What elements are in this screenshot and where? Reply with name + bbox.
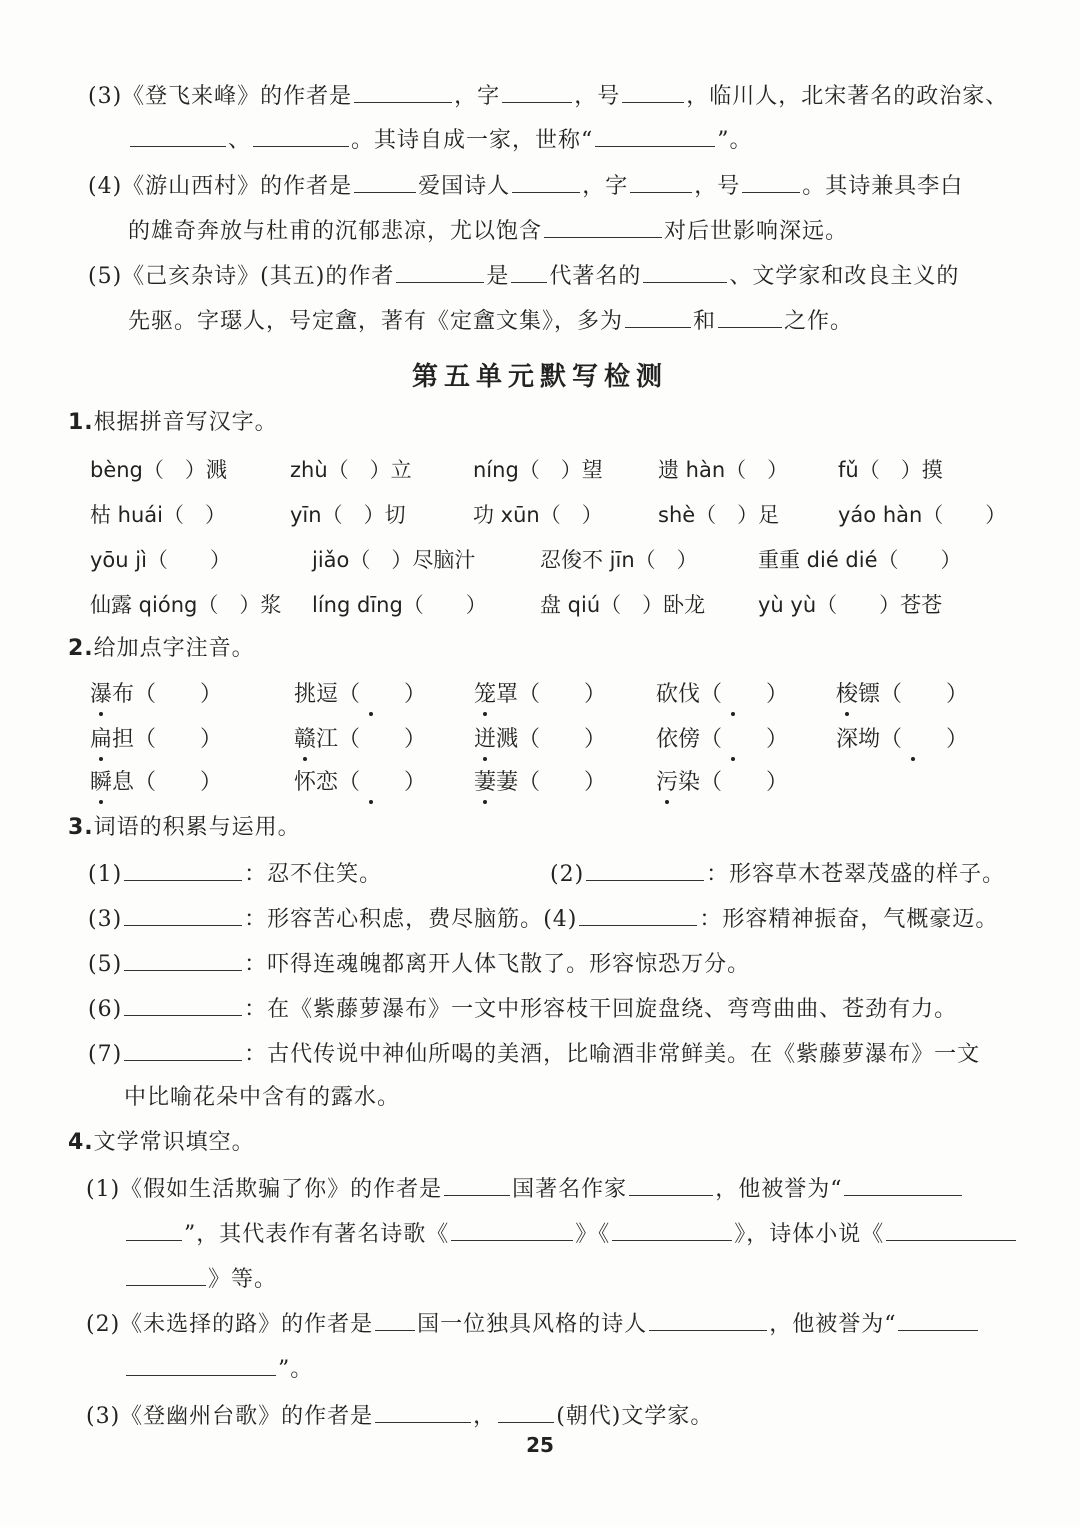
text: 对后世影响深远。: [664, 219, 849, 244]
question-title: 给加点字注音。: [93, 636, 255, 661]
answer-blank[interactable]: [612, 1218, 732, 1241]
plain-char: 深: [836, 727, 859, 752]
item-number: (7): [88, 1042, 123, 1067]
text: (1)《假如生活欺骗了你》的作者是: [86, 1177, 443, 1202]
text: 的雄奇奔放与杜甫的沉郁悲凉，尤以饱含: [128, 219, 543, 244]
pinyin-item: níng（ ）望: [473, 458, 603, 482]
question-number: 3.: [68, 815, 94, 840]
answer-blank[interactable]: [586, 858, 704, 881]
text: ，号: [694, 174, 741, 199]
phonetic-item: [656, 725, 788, 755]
item-number: (6): [88, 997, 123, 1022]
item-rest: 息（ ）: [112, 770, 223, 795]
top-q4-line1: [88, 170, 963, 202]
text: 》等。: [208, 1267, 278, 1292]
text: 是: [486, 264, 510, 289]
phonetic-item: [90, 725, 222, 755]
top-q5-line1: [88, 260, 959, 292]
text: ”。: [278, 1357, 314, 1382]
q3-item-5: [88, 948, 750, 980]
dotted-char: 污: [656, 768, 678, 798]
question-title: 根据拼音写汉字。: [93, 410, 278, 435]
q4-heading: [68, 1128, 255, 1158]
text: (4)《游山西村》的作者是: [88, 174, 353, 199]
text: 代著名的: [549, 264, 642, 289]
question-number: 2.: [68, 636, 94, 661]
pinyin-item: 忍俊不 jīn（ ）: [540, 548, 698, 572]
answer-blank[interactable]: [625, 305, 691, 328]
answer-blank[interactable]: [375, 1400, 471, 1423]
top-q4-line2: [128, 215, 848, 247]
pinyin-item: líng dīng（ ）: [312, 593, 487, 617]
dotted-char: 傍（ ）: [678, 725, 788, 755]
text: 。其诗自成一家，世称“: [351, 128, 594, 153]
item-rest: 江（ ）: [316, 727, 427, 752]
text: ，字: [454, 84, 501, 109]
text: 》《: [575, 1222, 611, 1247]
q3-item-1: [88, 858, 382, 890]
pinyin-item: fǔ（ ）摸: [838, 458, 943, 482]
text: 之作。: [784, 309, 854, 334]
answer-blank[interactable]: [742, 170, 800, 193]
dotted-char: 扁: [90, 725, 112, 755]
question-title: 词语的积累与运用。: [93, 815, 301, 840]
answer-blank[interactable]: [126, 1263, 206, 1286]
plain-char: 砍: [656, 682, 679, 707]
dotted-char: 迸: [474, 725, 496, 755]
dotted-char: 逗（ ）: [316, 680, 426, 710]
pinyin-item: bèng（ ）溅: [90, 458, 227, 482]
text: ：在《紫藤萝瀑布》一文中形容枝干回旋盘绕、弯弯曲曲、苍劲有力。: [244, 997, 958, 1022]
item-number: (5): [88, 952, 123, 977]
item-rest: 罩（ ）: [496, 682, 607, 707]
text: (5)《己亥杂诗》(其五)的作者: [88, 264, 395, 289]
phonetic-item: [474, 768, 606, 798]
item-rest: 担（ ）: [112, 727, 223, 752]
top-q3-line2: [128, 124, 753, 156]
text: ：形容苦心积虑，费尽脑筋。: [244, 907, 544, 932]
answer-blank[interactable]: [354, 170, 416, 193]
section-title: 第五单元默写检测: [411, 362, 668, 392]
item-rest: 镖（ ）: [858, 682, 969, 707]
text: 、文学家和改良主义的: [729, 264, 960, 289]
phonetic-item: [294, 768, 426, 798]
pinyin-item: zhù（ ）立: [290, 458, 412, 482]
answer-blank[interactable]: [124, 948, 242, 971]
q4-item-2-line2: [124, 1353, 313, 1385]
item-number: (3): [88, 907, 123, 932]
text: ：吓得连魂魄都离开人体飞散了。形容惊恐万分。: [244, 952, 751, 977]
answer-blank[interactable]: [622, 80, 684, 103]
dotted-char: 坳（ ）: [858, 725, 968, 755]
dotted-char: 伐（ ）: [678, 680, 788, 710]
page-number: 25: [526, 1433, 554, 1457]
dotted-char: 赣: [294, 725, 316, 755]
text: 先驱。字璱人，号定盦，著有《定盦文集》，多为: [128, 309, 624, 334]
answer-blank[interactable]: [502, 80, 572, 103]
dotted-char: 瀑: [90, 680, 112, 710]
q4-item-1-line1: [86, 1173, 964, 1205]
answer-blank[interactable]: [451, 1218, 573, 1241]
phonetic-item: [836, 725, 968, 755]
top-q3-line1: [88, 80, 1008, 112]
answer-blank[interactable]: [544, 215, 662, 238]
pinyin-item: yáo hàn（ ）: [838, 503, 1007, 527]
pinyin-item: 仙露 qióng（ ）浆: [90, 593, 282, 617]
item-number: (1): [88, 862, 123, 887]
text: 和: [693, 309, 717, 334]
text: 、: [228, 128, 252, 153]
dotted-char: 萋: [474, 768, 496, 798]
answer-blank[interactable]: [579, 903, 697, 926]
text: (3)《登飞来峰》的作者是: [88, 84, 353, 109]
answer-blank[interactable]: [126, 1353, 276, 1376]
answer-blank[interactable]: [375, 1308, 415, 1331]
q4-item-1-line2: [124, 1218, 1018, 1250]
text: ：忍不住笑。: [244, 862, 383, 887]
text: (3)《登幽州台歌》的作者是: [86, 1404, 374, 1429]
q4-item-3: [86, 1400, 713, 1432]
pinyin-item: 枯 huái（ ）: [90, 503, 226, 527]
phonetic-item: [656, 768, 788, 798]
answer-blank[interactable]: [498, 1400, 554, 1423]
question-title: 文学常识填空。: [93, 1130, 255, 1155]
item-rest: 布（ ）: [112, 682, 223, 707]
text: ，字: [582, 174, 629, 199]
answer-blank[interactable]: [130, 124, 226, 147]
answer-blank[interactable]: [649, 1308, 767, 1331]
text: 国著名作家: [512, 1177, 628, 1202]
answer-blank[interactable]: [396, 260, 484, 283]
plain-char: 依: [656, 727, 679, 752]
dotted-char: 恋（ ）: [316, 768, 426, 798]
plain-char: 挑: [294, 682, 317, 707]
answer-blank[interactable]: [124, 1038, 242, 1061]
phonetic-item: [656, 680, 788, 710]
answer-blank[interactable]: [629, 1173, 713, 1196]
item-rest: 染（ ）: [678, 770, 789, 795]
pinyin-item: yōu jì（ ）: [90, 548, 231, 572]
q4-item-1-line3: [124, 1263, 277, 1295]
text: 。其诗兼具李白: [802, 174, 964, 199]
top-q5-line2: [128, 305, 853, 337]
text: ：形容精神振奋，气概豪迈。: [699, 907, 999, 932]
q4-item-2-line1: [86, 1308, 980, 1340]
phonetic-item: [294, 725, 426, 755]
pinyin-item: yīn（ ）切: [290, 503, 406, 527]
answer-blank[interactable]: [630, 170, 692, 193]
answer-blank[interactable]: [898, 1308, 978, 1331]
phonetic-item: [90, 680, 222, 710]
question-number: 1.: [68, 410, 94, 435]
item-rest: 萋（ ）: [496, 770, 607, 795]
q3-item-2: [550, 858, 1005, 890]
answer-blank[interactable]: [354, 80, 452, 103]
phonetic-item: [474, 725, 606, 755]
text: ，: [473, 1404, 497, 1429]
pinyin-item: yù yù（ ）苍苍: [758, 593, 943, 617]
item-number: (2): [550, 862, 585, 887]
answer-blank[interactable]: [124, 993, 242, 1016]
q1-heading: [68, 408, 278, 438]
q3-item-3-4: [88, 903, 998, 935]
answer-blank[interactable]: [126, 1218, 182, 1241]
text: ：古代传说中神仙所喝的美酒，比喻酒非常鲜美。在《紫藤萝瀑布》一文: [244, 1042, 981, 1067]
answer-blank[interactable]: [124, 858, 242, 881]
answer-blank[interactable]: [124, 903, 242, 926]
text: ，临川人，北宋著名的政治家、: [686, 84, 1009, 109]
q3-heading: [68, 813, 301, 843]
text: 中比喻花朵中含有的露水。: [124, 1085, 401, 1110]
pinyin-item: 遗 hàn（ ）: [658, 458, 789, 482]
pinyin-item: 重重 dié dié（ ）: [758, 548, 962, 572]
q3-item-7: [88, 1038, 980, 1070]
pinyin-item: jiǎo（ ）尽脑汁: [312, 548, 476, 572]
pinyin-item: shè（ ）足: [658, 503, 780, 527]
answer-blank[interactable]: [444, 1173, 510, 1196]
question-number: 4.: [68, 1130, 94, 1155]
text: ，他被誉为“: [769, 1312, 897, 1337]
answer-blank[interactable]: [511, 260, 547, 283]
phonetic-item: [90, 768, 222, 798]
answer-blank[interactable]: [595, 124, 715, 147]
answer-blank[interactable]: [643, 260, 727, 283]
phonetic-item: [474, 680, 606, 710]
text: 爱国诗人: [418, 174, 511, 199]
text: 国一位独具风格的诗人: [417, 1312, 648, 1337]
answer-blank[interactable]: [253, 124, 349, 147]
answer-blank[interactable]: [718, 305, 782, 328]
text: 》，诗体小说《: [734, 1222, 885, 1247]
text: ”，其代表作有著名诗歌《: [184, 1222, 450, 1247]
text: ”。: [717, 128, 753, 153]
dotted-char: 笼: [474, 680, 496, 710]
q3-item-7-cont: [124, 1083, 400, 1113]
text: (2)《未选择的路》的作者是: [86, 1312, 374, 1337]
dotted-char: 梭: [836, 680, 858, 710]
item-number: (4): [543, 907, 578, 932]
phonetic-item: [294, 680, 426, 710]
answer-blank[interactable]: [844, 1173, 962, 1196]
pinyin-item: 功 xūn（ ）: [473, 503, 603, 527]
answer-blank[interactable]: [512, 170, 580, 193]
text: (朝代)文学家。: [556, 1404, 714, 1429]
q3-item-6: [88, 993, 957, 1025]
item-rest: 溅（ ）: [496, 727, 607, 752]
text: ：形容草木苍翠茂盛的样子。: [706, 862, 1006, 887]
text: ，他被誉为“: [715, 1177, 843, 1202]
text: ，号: [574, 84, 621, 109]
phonetic-item: [836, 680, 968, 710]
q2-heading: [68, 634, 255, 664]
plain-char: 怀: [294, 770, 317, 795]
dotted-char: 瞬: [90, 768, 112, 798]
answer-blank[interactable]: [886, 1218, 1016, 1241]
pinyin-item: 盘 qiú（ ）卧龙: [540, 593, 706, 617]
